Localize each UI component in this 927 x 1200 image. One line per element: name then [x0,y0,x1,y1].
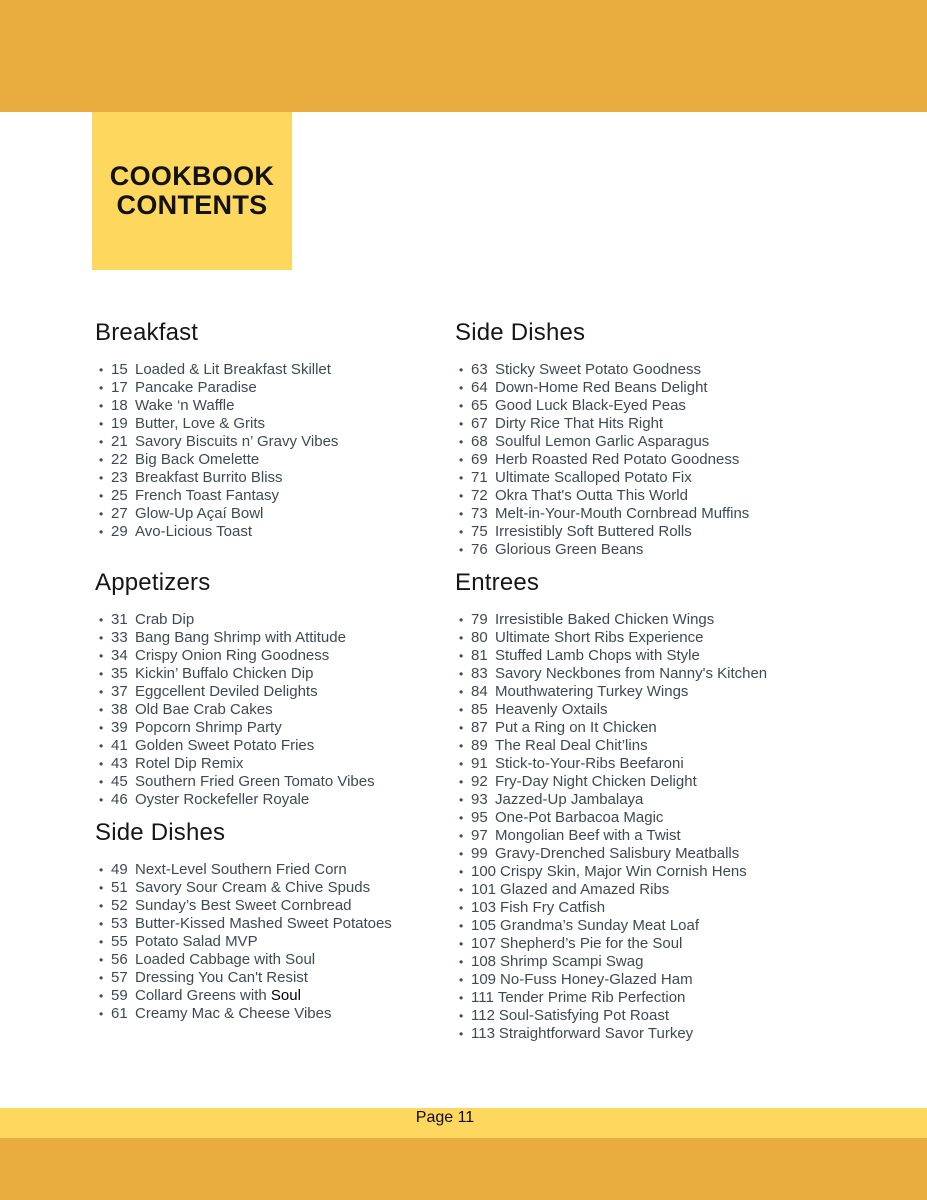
toc-entry-page-number: 35 [111,665,128,682]
toc-entry [455,541,925,559]
toc-entry-title: Rotel Dip Remix [135,755,244,772]
toc-entry-title: Shepherd’s Pie for the Soul [500,935,683,952]
toc-entry [455,1025,925,1043]
bullet-icon: • [99,399,104,413]
toc-entry-title: Butter-Kissed Mashed Sweet Potatoes [135,915,392,932]
toc-entry-title: Okra That's Outta This World [495,487,688,504]
toc-entry [95,933,455,951]
bullet-icon: • [459,613,464,627]
toc-entry-page-number: 73 [471,505,488,522]
toc-entry-title: Good Luck Black-Eyed Peas [495,397,686,414]
toc-entry-page-number: 46 [111,791,128,808]
toc-entry-title: Crispy Onion Ring Goodness [135,647,330,664]
toc-entry [455,989,925,1007]
toc-entry [95,897,455,915]
toc-entry-title: Potato Salad MVP [135,933,258,950]
toc-entry-page-number: 55 [111,933,128,950]
page-title-line-2: CONTENTS [116,190,268,220]
toc-entry-title: One-Pot Barbacoa Magic [495,809,664,826]
bullet-icon: • [459,399,464,413]
toc-entry-title: Glazed and Amazed Ribs [500,881,670,898]
toc-entry-title: Put a Ring on It Chicken [495,719,657,736]
toc-entry-title: Dressing You Can't Resist [135,969,308,986]
toc-entry-page-number: 64 [471,379,488,396]
toc-entry-title: Stick-to-Your-Ribs Beefaroni [495,755,684,772]
toc-entry-page-number: 17 [111,379,128,396]
toc-entry-page-number: 51 [111,879,128,896]
toc-entry-page-number: 99 [471,845,488,862]
toc-entry [95,469,455,487]
toc-entry-title: Southern Fried Green Tomato Vibes [135,773,375,790]
bullet-icon: • [459,667,464,681]
toc-entry-page-number: 83 [471,665,488,682]
bullet-icon: • [99,917,104,931]
toc-entry [95,397,455,415]
bullet-icon: • [99,757,104,771]
toc-entry-title: Irresistible Baked Chicken Wings [495,611,715,628]
toc-section [455,318,925,559]
bullet-icon: • [459,363,464,377]
toc-entry-title: Kickin’ Buffalo Chicken Dip [135,665,314,682]
toc-entry-title: Savory Sour Cream & Chive Spuds [135,879,371,896]
bullet-icon: • [99,363,104,377]
toc-entry-title: Stuffed Lamb Chops with Style [495,647,700,664]
bullet-icon: • [99,685,104,699]
toc-entry [95,487,455,505]
bullet-icon: • [459,507,464,521]
toc-entry-title: Old Bae Crab Cakes [135,701,273,718]
toc-entry [455,773,925,791]
toc-entry-page-number: 85 [471,701,488,718]
toc-entry [455,737,925,755]
toc-entry-page-number: 18 [111,397,128,414]
bullet-icon: • [99,881,104,895]
toc-entry-title: Breakfast Burrito Bliss [135,469,283,486]
toc-entry-title: Herb Roasted Red Potato Goodness [495,451,740,468]
bullet-icon: • [459,775,464,789]
toc-entry [455,665,925,683]
toc-entry-title-emphasis: Soul [270,987,301,1004]
toc-entry-page-number: 72 [471,487,488,504]
bullet-icon: • [459,973,464,987]
toc-entry-page-number: 95 [471,809,488,826]
bullet-icon: • [459,1009,464,1023]
toc-entry [455,415,925,433]
toc-entry-title: Sticky Sweet Potato Goodness [495,361,701,378]
toc-entry-title: Glow-Up Açaí Bowl [135,505,264,522]
toc-entry-title: Melt-in-Your-Mouth Cornbread Muffins [495,505,750,522]
bullet-icon: • [459,453,464,467]
toc-entry-title: Mongolian Beef with a Twist [495,827,681,844]
toc-entry-title: Shrimp Scampi Swag [500,953,644,970]
toc-entry-title: Crispy Skin, Major Win Cornish Hens [500,863,747,880]
toc-entry [455,953,925,971]
toc-entry [455,809,925,827]
bullet-icon: • [459,919,464,933]
toc-entry [95,629,455,647]
section-heading: Side Dishes [95,819,226,846]
bullet-icon: • [459,417,464,431]
toc-entry-page-number: 69 [471,451,488,468]
toc-entry-title: Next-Level Southern Fried Corn [135,861,347,878]
toc-entry [455,845,925,863]
toc-entry [95,879,455,897]
toc-entry-page-number: 41 [111,737,128,754]
bullet-icon: • [99,863,104,877]
bullet-icon: • [459,649,464,663]
toc-entry [95,1005,455,1023]
bullet-icon: • [459,543,464,557]
bullet-icon: • [459,1027,464,1041]
toc-entry [455,683,925,701]
section-heading: Side Dishes [455,319,586,346]
toc-entry-page-number: 53 [111,915,128,932]
toc-section [455,568,925,1043]
toc-entry-title: Straightforward Savor Turkey [498,1025,694,1042]
bullet-icon: • [459,703,464,717]
toc-entry-page-number: 103 [471,899,497,916]
toc-entry-page-number: 45 [111,773,128,790]
bullet-icon: • [459,883,464,897]
toc-entry-page-number: 81 [471,647,488,664]
toc-entry [95,719,455,737]
toc-entry [455,647,925,665]
toc-entry-page-number: 93 [471,791,488,808]
bullet-icon: • [459,471,464,485]
toc-entry [455,1007,925,1025]
toc-entry-title: Ultimate Scalloped Potato Fix [495,469,692,486]
toc-entry-title: Dirty Rice That Hits Right [495,415,664,432]
bullet-icon: • [99,649,104,663]
toc-entry-page-number: 89 [471,737,488,754]
toc-entry-title: French Toast Fantasy [135,487,279,504]
toc-entry-page-number: 52 [111,897,128,914]
toc-entry-page-number: 33 [111,629,128,646]
toc-entry-page-number: 37 [111,683,128,700]
toc-entry-title: Mouthwatering Turkey Wings [495,683,689,700]
bullet-icon: • [459,631,464,645]
toc-entry [455,971,925,989]
toc-entry-title: Pancake Paradise [135,379,257,396]
toc-entry-page-number: 38 [111,701,128,718]
bullet-icon: • [99,971,104,985]
bullet-icon: • [459,991,464,1005]
toc-entry-page-number: 56 [111,951,128,968]
toc-entry-title: Butter, Love & Grits [135,415,266,432]
toc-entry-title: Glorious Green Beans [495,541,644,558]
bullet-icon: • [99,381,104,395]
toc-entry-title: No-Fuss Honey-Glazed Ham [500,971,693,988]
toc-entry-page-number: 92 [471,773,488,790]
bullet-icon: • [99,631,104,645]
toc-entry-page-number: 91 [471,755,488,772]
bullet-icon: • [99,417,104,431]
toc-entry-title: Wake ‘n Waffle [135,397,235,414]
toc-entry [95,451,455,469]
bullet-icon: • [459,829,464,843]
toc-entry [455,719,925,737]
toc-section [95,318,455,541]
bullet-icon: • [459,685,464,699]
toc-entry [95,951,455,969]
toc-entry-page-number: 67 [471,415,488,432]
toc-column-left [95,318,455,1043]
toc-entry-title: Golden Sweet Potato Fries [135,737,315,754]
toc-entry-page-number: 109 [471,971,497,988]
bullet-icon: • [459,811,464,825]
bullet-icon: • [99,489,104,503]
bullet-icon: • [459,955,464,969]
toc-entry-page-number: 111 [471,989,494,1006]
toc-entry-page-number: 68 [471,433,488,450]
bullet-icon: • [99,525,104,539]
bullet-icon: • [99,703,104,717]
bullet-icon: • [459,721,464,735]
bullet-icon: • [459,435,464,449]
toc-entry-title: Crab Dip [135,611,195,628]
toc-entry [455,523,925,541]
toc-entry [455,791,925,809]
bullet-icon: • [99,739,104,753]
toc-entry [455,755,925,773]
toc-entry [95,987,455,1005]
toc-entry [95,611,455,629]
toc-entry [95,861,455,879]
bottom-banner [0,1138,927,1200]
toc-entry [455,379,925,397]
bullet-icon: • [459,937,464,951]
toc-entry-page-number: 31 [111,611,128,628]
toc-entry [455,611,925,629]
bullet-icon: • [99,935,104,949]
toc-entry [455,433,925,451]
toc-entry-title: Soulful Lemon Garlic Asparagus [495,433,710,450]
toc-entry [455,397,925,415]
toc-entry [95,701,455,719]
toc-entry-page-number: 34 [111,647,128,664]
toc-entry [95,683,455,701]
toc-entry [95,379,455,397]
toc-entry [95,737,455,755]
toc-entry-page-number: 22 [111,451,128,468]
toc-entry-page-number: 75 [471,523,488,540]
bullet-icon: • [459,739,464,753]
toc-entry-title: Sunday’s Best Sweet Cornbread [135,897,352,914]
toc-entry-page-number: 19 [111,415,128,432]
toc-entry [95,915,455,933]
toc-entry-page-number: 61 [111,1005,128,1022]
toc-entry-title: Tender Prime Rib Perfection [497,989,686,1006]
toc-entry-page-number: 39 [111,719,128,736]
toc-entry [95,773,455,791]
page-number-label: Page 11 [415,1109,475,1126]
toc-entry-page-number: 15 [111,361,128,378]
toc-entry-title: Eggcellent Deviled Delights [135,683,318,700]
toc-entry-page-number: 49 [111,861,128,878]
toc-entry-title: Ultimate Short Ribs Experience [495,629,704,646]
bullet-icon: • [99,435,104,449]
toc-entry [95,969,455,987]
page-title-line-1: COOKBOOK [109,161,275,191]
bullet-icon: • [459,489,464,503]
toc-entry [455,899,925,917]
toc-entry-page-number: 65 [471,397,488,414]
toc-entry-page-number: 108 [471,953,497,970]
toc-entry-page-number: 71 [471,469,488,486]
toc-entry-page-number: 29 [111,523,128,540]
toc-entry [455,487,925,505]
toc-entry [95,433,455,451]
toc-entry [455,863,925,881]
toc-entry-title: Avo-Licious Toast [135,523,253,540]
toc-entry-title: Fry-Day Night Chicken Delight [495,773,697,790]
toc-entry [95,505,455,523]
bullet-icon: • [99,953,104,967]
toc-entry-page-number: 25 [111,487,128,504]
toc-entry-title: Popcorn Shrimp Party [135,719,282,736]
toc-entry [95,665,455,683]
toc-entry-page-number: 112 [471,1007,495,1024]
toc-entry-page-number: 79 [471,611,488,628]
bullet-icon: • [459,793,464,807]
bullet-icon: • [459,901,464,915]
toc-entry [455,701,925,719]
top-banner [0,0,927,112]
toc-entry [95,755,455,773]
toc-entry-page-number: 63 [471,361,488,378]
toc-content [95,318,927,1043]
toc-entry [95,647,455,665]
toc-entry-page-number: 43 [111,755,128,772]
bullet-icon: • [99,507,104,521]
toc-entry [455,917,925,935]
toc-entry [455,361,925,379]
toc-entry-title: Collard Greens with Soul [135,987,301,1004]
bullet-icon: • [99,1007,104,1021]
toc-entry [95,791,455,809]
toc-entry-page-number: 21 [111,433,128,450]
toc-entry-page-number: 100 [471,863,497,880]
bullet-icon: • [99,899,104,913]
toc-entry [95,415,455,433]
footer-page-bar [0,1108,927,1138]
toc-entry-page-number: 80 [471,629,488,646]
section-heading: Entrees [455,569,540,596]
toc-entry-title: Fish Fry Catfish [500,899,606,916]
bullet-icon: • [459,525,464,539]
toc-entry-title: Jazzed-Up Jambalaya [495,791,644,808]
toc-entry [95,523,455,541]
bullet-icon: • [99,613,104,627]
toc-entry-page-number: 101 [471,881,497,898]
bullet-icon: • [99,989,104,1003]
toc-entry-title: Creamy Mac & Cheese Vibes [135,1005,332,1022]
section-heading: Appetizers [95,569,211,596]
toc-entry-title: Savory Neckbones from Nanny's Kitchen [495,665,768,682]
bullet-icon: • [99,793,104,807]
bullet-icon: • [459,847,464,861]
bullet-icon: • [459,865,464,879]
toc-entry-page-number: 84 [471,683,488,700]
toc-entry-page-number: 23 [111,469,128,486]
toc-entry [95,361,455,379]
toc-entry-page-number: 57 [111,969,128,986]
toc-entry-title: Savory Biscuits n’ Gravy Vibes [135,433,339,450]
toc-entry-page-number: 97 [471,827,488,844]
toc-entry-page-number: 59 [111,987,128,1004]
toc-entry [455,469,925,487]
section-heading: Breakfast [95,319,199,346]
toc-entry-title: Oyster Rockefeller Royale [135,791,310,808]
toc-entry-page-number: 107 [471,935,497,952]
toc-entry [455,505,925,523]
toc-entry-title: Heavenly Oxtails [495,701,608,718]
toc-entry [455,451,925,469]
toc-entry [455,881,925,899]
toc-entry [455,935,925,953]
bullet-icon: • [99,453,104,467]
toc-entry-title: Down-Home Red Beans Delight [495,379,708,396]
bullet-icon: • [99,721,104,735]
bullet-icon: • [99,471,104,485]
toc-entry-title: Gravy-Drenched Salisbury Meatballs [495,845,740,862]
toc-entry-page-number: 105 [471,917,497,934]
bullet-icon: • [99,775,104,789]
bullet-icon: • [459,757,464,771]
toc-entry-title: Big Back Omelette [135,451,260,468]
toc-entry-page-number: 87 [471,719,488,736]
toc-entry-title: The Real Deal Chit’lins [495,737,648,754]
toc-column-right [455,318,925,1043]
toc-entry [455,827,925,845]
toc-entry-title: Soul-Satisfying Pot Roast [498,1007,670,1024]
toc-entry-title: Grandma’s Sunday Meat Loaf [500,917,700,934]
toc-entry-page-number: 76 [471,541,488,558]
toc-entry-page-number: 113 [471,1025,495,1042]
bullet-icon: • [99,667,104,681]
toc-entry-title: Bang Bang Shrimp with Attitude [135,629,346,646]
toc-entry-title: Loaded & Lit Breakfast Skillet [135,361,331,378]
toc-section [95,818,455,1023]
toc-entry-title: Loaded Cabbage with Soul [135,951,316,968]
toc-section [95,568,455,809]
toc-entry [455,629,925,647]
toc-entry-page-number: 27 [111,505,128,522]
toc-entry-title: Irresistibly Soft Buttered Rolls [495,523,692,540]
cookbook-title-box [92,112,292,270]
bullet-icon: • [459,381,464,395]
